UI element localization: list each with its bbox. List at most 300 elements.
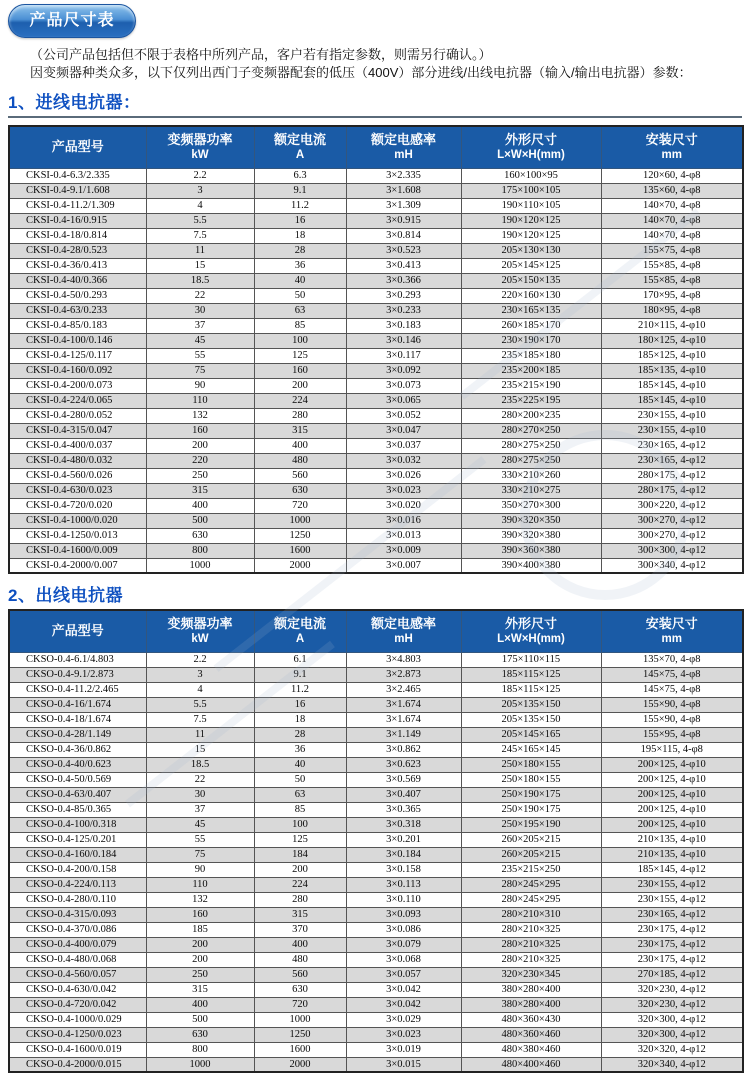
spec-value-cell: 3×0.233: [346, 303, 461, 318]
spec-value-cell: 37: [146, 318, 254, 333]
section-heading-input-reactor: 1、进线电抗器：: [8, 88, 742, 118]
product-model-cell: CKSO-0.4-125/0.201: [9, 832, 146, 847]
product-model-cell: CKSO-0.4-100/0.318: [9, 817, 146, 832]
table-row: [9, 712, 743, 727]
product-model-cell: CKSI-0.4-100/0.146: [9, 333, 146, 348]
spec-value-cell: 63: [254, 303, 346, 318]
product-model-cell: CKSI-0.4-9.1/1.608: [9, 183, 146, 198]
table-row: [9, 847, 743, 862]
product-model-cell: CKSI-0.4-280/0.052: [9, 408, 146, 423]
spec-value-cell: 230×175, 4-φ12: [601, 922, 743, 937]
spec-value-cell: 100: [254, 333, 346, 348]
table-row: [9, 787, 743, 802]
spec-value-cell: 235×200×185: [461, 363, 601, 378]
spec-value-cell: 250×190×175: [461, 787, 601, 802]
spec-value-cell: 160×100×95: [461, 168, 601, 183]
product-model-cell: CKSI-0.4-224/0.065: [9, 393, 146, 408]
spec-value-cell: 630: [254, 483, 346, 498]
spec-value-cell: 280×210×325: [461, 952, 601, 967]
spec-value-cell: 11: [146, 727, 254, 742]
product-model-cell: CKSO-0.4-40/0.623: [9, 757, 146, 772]
spec-value-cell: 185×145, 4-φ12: [601, 862, 743, 877]
product-model-cell: CKSI-0.4-18/0.814: [9, 228, 146, 243]
spec-value-cell: 140×70, 4-φ8: [601, 228, 743, 243]
intro-notes: [30, 46, 742, 82]
spec-value-cell: 300×340, 4-φ12: [601, 558, 743, 573]
spec-value-cell: 132: [146, 892, 254, 907]
spec-value-cell: 280×210×325: [461, 937, 601, 952]
spec-value-cell: 300×270, 4-φ12: [601, 513, 743, 528]
spec-value-cell: 330×210×260: [461, 468, 601, 483]
spec-value-cell: 3×0.068: [346, 952, 461, 967]
table-row: [9, 528, 743, 543]
table-row: [9, 423, 743, 438]
spec-value-cell: 480×360×430: [461, 1012, 601, 1027]
spec-value-cell: 3×0.015: [346, 1057, 461, 1072]
table-row: [9, 697, 743, 712]
spec-value-cell: 110: [146, 877, 254, 892]
spec-value-cell: 3×1.674: [346, 697, 461, 712]
product-model-cell: CKSO-0.4-28/1.149: [9, 727, 146, 742]
column-header: 额定电感率 mH: [346, 126, 461, 168]
spec-value-cell: 2000: [254, 558, 346, 573]
spec-value-cell: 720: [254, 498, 346, 513]
spec-value-cell: 135×70, 4-φ8: [601, 652, 743, 667]
product-model-cell: CKSO-0.4-6.1/4.803: [9, 652, 146, 667]
spec-value-cell: 250: [146, 967, 254, 982]
spec-value-cell: 16: [254, 697, 346, 712]
spec-value-cell: 55: [146, 348, 254, 363]
table-row: [9, 907, 743, 922]
spec-value-cell: 18: [254, 228, 346, 243]
product-model-cell: CKSI-0.4-36/0.413: [9, 258, 146, 273]
spec-value-cell: 5.5: [146, 697, 254, 712]
spec-value-cell: 210×135, 4-φ10: [601, 832, 743, 847]
spec-value-cell: 200: [254, 378, 346, 393]
spec-value-cell: 280×175, 4-φ12: [601, 468, 743, 483]
spec-value-cell: 320×320, 4-φ12: [601, 1042, 743, 1057]
spec-value-cell: 75: [146, 363, 254, 378]
product-model-cell: CKSO-0.4-480/0.068: [9, 952, 146, 967]
spec-value-cell: 135×60, 4-φ8: [601, 183, 743, 198]
product-model-cell: CKSO-0.4-1000/0.029: [9, 1012, 146, 1027]
spec-value-cell: 3×2.465: [346, 682, 461, 697]
spec-value-cell: 175×110×115: [461, 652, 601, 667]
spec-value-cell: 155×95, 4-φ8: [601, 727, 743, 742]
spec-value-cell: 180×125, 4-φ10: [601, 333, 743, 348]
table-row: [9, 483, 743, 498]
spec-value-cell: 280×275×250: [461, 453, 601, 468]
spec-value-cell: 185×145, 4-φ10: [601, 393, 743, 408]
section-heading-output-reactor: 2、出线电抗器: [8, 586, 123, 605]
spec-value-cell: 195×115, 4-φ8: [601, 742, 743, 757]
table-body: [9, 652, 743, 1072]
spec-value-cell: 28: [254, 243, 346, 258]
spec-value-cell: 200: [146, 438, 254, 453]
spec-value-cell: 3×0.201: [346, 832, 461, 847]
table-row: [9, 213, 743, 228]
spec-value-cell: 160: [254, 363, 346, 378]
spec-value-cell: 3×2.335: [346, 168, 461, 183]
spec-value-cell: 185×115×125: [461, 667, 601, 682]
column-header: 产品型号: [9, 610, 146, 652]
spec-value-cell: 630: [146, 528, 254, 543]
column-header: 安装尺寸 mm: [601, 610, 743, 652]
product-model-cell: CKSO-0.4-400/0.079: [9, 937, 146, 952]
spec-value-cell: 132: [146, 408, 254, 423]
spec-value-cell: 200×125, 4-φ10: [601, 772, 743, 787]
spec-value-cell: 180×95, 4-φ8: [601, 303, 743, 318]
spec-value-cell: 6.1: [254, 652, 346, 667]
table-row: [9, 348, 743, 363]
spec-value-cell: 18.5: [146, 273, 254, 288]
spec-value-cell: 1600: [254, 543, 346, 558]
input-reactor-table: [8, 125, 744, 574]
spec-value-cell: 11: [146, 243, 254, 258]
spec-value-cell: 3×0.057: [346, 967, 461, 982]
spec-value-cell: 3×0.407: [346, 787, 461, 802]
spec-value-cell: 3×0.569: [346, 772, 461, 787]
spec-value-cell: 230×155, 4-φ12: [601, 877, 743, 892]
table-row: [9, 667, 743, 682]
spec-value-cell: 3×0.065: [346, 393, 461, 408]
spec-value-cell: 230×165, 4-φ12: [601, 907, 743, 922]
table-row: [9, 453, 743, 468]
table-row: [9, 1057, 743, 1072]
spec-value-cell: 210×135, 4-φ10: [601, 847, 743, 862]
table-row: [9, 543, 743, 558]
spec-value-cell: 280×245×295: [461, 877, 601, 892]
spec-value-cell: 22: [146, 772, 254, 787]
spec-value-cell: 3×0.293: [346, 288, 461, 303]
spec-value-cell: 1000: [146, 1057, 254, 1072]
spec-value-cell: 2000: [254, 1057, 346, 1072]
product-model-cell: CKSI-0.4-2000/0.007: [9, 558, 146, 573]
spec-value-cell: 3×0.029: [346, 1012, 461, 1027]
spec-value-cell: 37: [146, 802, 254, 817]
spec-value-cell: 125: [254, 348, 346, 363]
spec-value-cell: 300×270, 4-φ12: [601, 528, 743, 543]
spec-value-cell: 320×300, 4-φ12: [601, 1012, 743, 1027]
spec-value-cell: 3×0.037: [346, 438, 461, 453]
spec-value-cell: 200: [254, 862, 346, 877]
spec-value-cell: 90: [146, 378, 254, 393]
spec-value-cell: 1250: [254, 528, 346, 543]
table-row: [9, 363, 743, 378]
spec-value-cell: 230×175, 4-φ12: [601, 952, 743, 967]
spec-value-cell: 400: [254, 937, 346, 952]
product-model-cell: CKSO-0.4-2000/0.015: [9, 1057, 146, 1072]
spec-value-cell: 380×280×400: [461, 982, 601, 997]
spec-value-cell: 3×0.023: [346, 483, 461, 498]
spec-value-cell: 3×0.026: [346, 468, 461, 483]
spec-value-cell: 210×115, 4-φ10: [601, 318, 743, 333]
product-model-cell: CKSO-0.4-36/0.862: [9, 742, 146, 757]
spec-value-cell: 315: [254, 423, 346, 438]
product-model-cell: CKSI-0.4-85/0.183: [9, 318, 146, 333]
spec-value-cell: 270×185, 4-φ12: [601, 967, 743, 982]
header-row: [9, 610, 743, 652]
spec-value-cell: 280×175, 4-φ12: [601, 483, 743, 498]
spec-value-cell: 3×0.092: [346, 363, 461, 378]
spec-value-cell: 2.2: [146, 652, 254, 667]
column-header: 安装尺寸 mm: [601, 126, 743, 168]
table-row: [9, 682, 743, 697]
table-row: [9, 727, 743, 742]
spec-value-cell: 3×1.674: [346, 712, 461, 727]
spec-value-cell: 500: [146, 513, 254, 528]
spec-value-cell: 185×145, 4-φ10: [601, 378, 743, 393]
table-row: [9, 408, 743, 423]
spec-value-cell: 230×165×135: [461, 303, 601, 318]
spec-value-cell: 320×230×345: [461, 967, 601, 982]
spec-value-cell: 1000: [146, 558, 254, 573]
table-row: [9, 757, 743, 772]
table-row: [9, 832, 743, 847]
spec-value-cell: 320×230, 4-φ12: [601, 997, 743, 1012]
product-model-cell: CKSO-0.4-560/0.057: [9, 967, 146, 982]
spec-value-cell: 800: [146, 543, 254, 558]
spec-value-cell: 145×75, 4-φ8: [601, 667, 743, 682]
spec-value-cell: 1600: [254, 1042, 346, 1057]
spec-value-cell: 3×0.007: [346, 558, 461, 573]
table-row: [9, 742, 743, 757]
table-row: [9, 498, 743, 513]
spec-value-cell: 16: [254, 213, 346, 228]
spec-value-cell: 90: [146, 862, 254, 877]
spec-value-cell: 4: [146, 198, 254, 213]
spec-value-cell: 320×300, 4-φ12: [601, 1027, 743, 1042]
spec-value-cell: 630: [146, 1027, 254, 1042]
spec-value-cell: 3: [146, 183, 254, 198]
page-title-button: 产品尺寸表: [8, 4, 136, 38]
spec-value-cell: 3×0.113: [346, 877, 461, 892]
spec-value-cell: 350×270×300: [461, 498, 601, 513]
spec-value-cell: 3×0.184: [346, 847, 461, 862]
spec-value-cell: 3×0.032: [346, 453, 461, 468]
product-model-cell: CKSO-0.4-224/0.113: [9, 877, 146, 892]
spec-value-cell: 205×150×135: [461, 273, 601, 288]
product-model-cell: CKSO-0.4-16/1.674: [9, 697, 146, 712]
spec-value-cell: 3×0.158: [346, 862, 461, 877]
spec-value-cell: 5.5: [146, 213, 254, 228]
product-model-cell: CKSI-0.4-125/0.117: [9, 348, 146, 363]
table-header: [9, 126, 743, 168]
spec-value-cell: 155×90, 4-φ8: [601, 697, 743, 712]
spec-value-cell: 480×360×460: [461, 1027, 601, 1042]
spec-value-cell: 7.5: [146, 712, 254, 727]
spec-value-cell: 3×4.803: [346, 652, 461, 667]
spec-value-cell: 250: [146, 468, 254, 483]
spec-value-cell: 63: [254, 787, 346, 802]
spec-value-cell: 3×0.009: [346, 543, 461, 558]
spec-value-cell: 3×0.365: [346, 802, 461, 817]
spec-value-cell: 3×0.020: [346, 498, 461, 513]
spec-value-cell: 260×205×215: [461, 847, 601, 862]
product-model-cell: CKSO-0.4-200/0.158: [9, 862, 146, 877]
column-header: 外形尺寸 L×W×H(mm): [461, 126, 601, 168]
spec-value-cell: 280: [254, 892, 346, 907]
spec-value-cell: 230×175, 4-φ12: [601, 937, 743, 952]
product-model-cell: CKSO-0.4-720/0.042: [9, 997, 146, 1012]
table-row: [9, 198, 743, 213]
column-header: 变频器功率 kW: [146, 610, 254, 652]
spec-value-cell: 170×95, 4-φ8: [601, 288, 743, 303]
spec-value-cell: 36: [254, 742, 346, 757]
spec-value-cell: 155×85, 4-φ8: [601, 258, 743, 273]
table-row: [9, 877, 743, 892]
column-header: 产品型号: [9, 126, 146, 168]
spec-value-cell: 185: [146, 922, 254, 937]
spec-value-cell: 390×400×380: [461, 558, 601, 573]
table-row: [9, 243, 743, 258]
spec-value-cell: 390×320×380: [461, 528, 601, 543]
spec-value-cell: 185×125, 4-φ10: [601, 348, 743, 363]
table-row: [9, 817, 743, 832]
table-row: [9, 1042, 743, 1057]
product-model-cell: CKSI-0.4-1600/0.009: [9, 543, 146, 558]
spec-value-cell: 200×125, 4-φ10: [601, 802, 743, 817]
spec-value-cell: 250×180×155: [461, 757, 601, 772]
column-header: 额定电流 A: [254, 126, 346, 168]
spec-value-cell: 320×340, 4-φ12: [601, 1057, 743, 1072]
spec-value-cell: 1000: [254, 1012, 346, 1027]
spec-value-cell: 2.2: [146, 168, 254, 183]
spec-value-cell: 315: [254, 907, 346, 922]
spec-value-cell: 6.3: [254, 168, 346, 183]
spec-value-cell: 140×70, 4-φ8: [601, 198, 743, 213]
table-header: [9, 610, 743, 652]
spec-value-cell: 3×0.862: [346, 742, 461, 757]
table-row: [9, 333, 743, 348]
spec-value-cell: 3×0.093: [346, 907, 461, 922]
spec-value-cell: 315: [146, 483, 254, 498]
product-model-cell: CKSI-0.4-560/0.026: [9, 468, 146, 483]
spec-value-cell: 120×60, 4-φ8: [601, 168, 743, 183]
spec-value-cell: 250×190×175: [461, 802, 601, 817]
spec-value-cell: 3×0.413: [346, 258, 461, 273]
spec-value-cell: 160: [146, 907, 254, 922]
product-model-cell: CKSI-0.4-630/0.023: [9, 483, 146, 498]
product-model-cell: CKSI-0.4-40/0.366: [9, 273, 146, 288]
spec-value-cell: 11.2: [254, 198, 346, 213]
spec-value-cell: 36: [254, 258, 346, 273]
spec-value-cell: 330×210×275: [461, 483, 601, 498]
spec-value-cell: 3×1.608: [346, 183, 461, 198]
spec-value-cell: 230×190×170: [461, 333, 601, 348]
spec-value-cell: 55: [146, 832, 254, 847]
spec-value-cell: 50: [254, 772, 346, 787]
spec-value-cell: 300×220, 4-φ12: [601, 498, 743, 513]
product-model-cell: CKSO-0.4-280/0.110: [9, 892, 146, 907]
spec-value-cell: 390×360×380: [461, 543, 601, 558]
spec-value-cell: 3×0.052: [346, 408, 461, 423]
table-row: [9, 997, 743, 1012]
spec-value-cell: 200: [146, 937, 254, 952]
spec-value-cell: 11.2: [254, 682, 346, 697]
spec-value-cell: 260×205×215: [461, 832, 601, 847]
spec-value-cell: 315: [146, 982, 254, 997]
product-model-cell: CKSI-0.4-50/0.293: [9, 288, 146, 303]
table-row: [9, 967, 743, 982]
spec-value-cell: 230×155, 4-φ10: [601, 408, 743, 423]
spec-value-cell: 1000: [254, 513, 346, 528]
spec-value-cell: 3×0.019: [346, 1042, 461, 1057]
spec-value-cell: 480: [254, 952, 346, 967]
table-row: [9, 952, 743, 967]
spec-value-cell: 250×195×190: [461, 817, 601, 832]
column-header: 外形尺寸 L×W×H(mm): [461, 610, 601, 652]
spec-value-cell: 40: [254, 757, 346, 772]
spec-value-cell: 380×280×400: [461, 997, 601, 1012]
spec-value-cell: 3×0.146: [346, 333, 461, 348]
spec-value-cell: 205×145×125: [461, 258, 601, 273]
table-body: [9, 168, 743, 573]
spec-value-cell: 85: [254, 802, 346, 817]
table-row: [9, 168, 743, 183]
spec-value-cell: 3×0.117: [346, 348, 461, 363]
spec-value-cell: 185×135, 4-φ10: [601, 363, 743, 378]
table-row: [9, 438, 743, 453]
spec-value-cell: 200×125, 4-φ10: [601, 817, 743, 832]
spec-value-cell: 280: [254, 408, 346, 423]
spec-value-cell: 220: [146, 453, 254, 468]
spec-value-cell: 3×2.873: [346, 667, 461, 682]
table-row: [9, 802, 743, 817]
spec-value-cell: 205×135×150: [461, 697, 601, 712]
column-header: 变频器功率 kW: [146, 126, 254, 168]
product-model-cell: CKSO-0.4-370/0.086: [9, 922, 146, 937]
spec-value-cell: 224: [254, 393, 346, 408]
spec-value-cell: 200: [146, 952, 254, 967]
spec-value-cell: 205×135×150: [461, 712, 601, 727]
spec-value-cell: 40: [254, 273, 346, 288]
table-row: [9, 393, 743, 408]
spec-value-cell: 560: [254, 468, 346, 483]
table-row: [9, 378, 743, 393]
spec-value-cell: 230×165, 4-φ12: [601, 438, 743, 453]
spec-value-cell: 50: [254, 288, 346, 303]
product-model-cell: CKSI-0.4-1250/0.013: [9, 528, 146, 543]
spec-value-cell: 9.1: [254, 667, 346, 682]
spec-value-cell: 3×0.023: [346, 1027, 461, 1042]
spec-value-cell: 175×100×105: [461, 183, 601, 198]
spec-value-cell: 15: [146, 258, 254, 273]
table-row: [9, 228, 743, 243]
column-header: 额定电感率 mH: [346, 610, 461, 652]
table-row: [9, 468, 743, 483]
product-model-cell: CKSI-0.4-720/0.020: [9, 498, 146, 513]
spec-value-cell: 280×275×250: [461, 438, 601, 453]
product-model-cell: CKSI-0.4-16/0.915: [9, 213, 146, 228]
spec-value-cell: 3×0.110: [346, 892, 461, 907]
table-row: [9, 303, 743, 318]
spec-value-cell: 3×0.915: [346, 213, 461, 228]
table-row: [9, 1027, 743, 1042]
spec-value-cell: 280×210×325: [461, 922, 601, 937]
spec-value-cell: 235×215×250: [461, 862, 601, 877]
spec-value-cell: 224: [254, 877, 346, 892]
header-row: [9, 126, 743, 168]
spec-value-cell: 300×300, 4-φ12: [601, 543, 743, 558]
spec-value-cell: 370: [254, 922, 346, 937]
spec-value-cell: 3×0.079: [346, 937, 461, 952]
spec-value-cell: 45: [146, 817, 254, 832]
product-model-cell: CKSI-0.4-11.2/1.309: [9, 198, 146, 213]
spec-value-cell: 280×245×295: [461, 892, 601, 907]
spec-value-cell: 500: [146, 1012, 254, 1027]
table-row: [9, 318, 743, 333]
